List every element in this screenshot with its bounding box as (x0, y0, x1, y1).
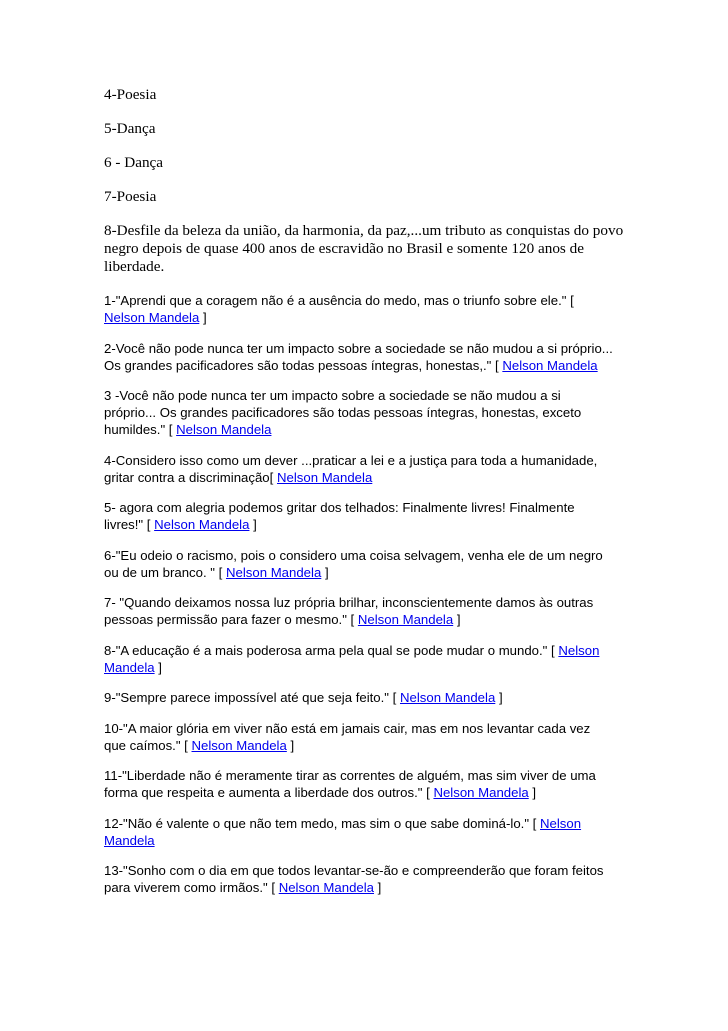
author-link[interactable]: Nelson Mandela (154, 517, 250, 532)
author-link[interactable]: Nelson Mandela (225, 564, 322, 580)
quote-suffix: ] (453, 612, 461, 627)
author-link[interactable]: Nelson Mandela (433, 785, 529, 800)
quote-paragraph (104, 689, 632, 706)
quote-paragraph (104, 547, 632, 581)
quote-suffix: ] (374, 880, 382, 895)
author-link[interactable]: Nelson Mandela (104, 642, 600, 675)
author-link[interactable]: Nelson Mandela (104, 310, 200, 325)
quote-suffix: ] (321, 564, 329, 580)
quote-suffix: ] (528, 785, 537, 800)
quote-text: 8-"A educação é a mais poderosa arma pela qual se pode mudar o mundo." [ (104, 642, 559, 658)
quote-paragraph (104, 594, 632, 628)
quote-text: 13-"Sonho com o dia em que todos levantar-se-ão e compreenderão que foram feitos para viverem como irmãos." [ (104, 863, 604, 895)
quote-paragraph (104, 292, 632, 326)
quote-paragraph (104, 499, 632, 533)
author-link[interactable]: Nelson Mandela (399, 690, 496, 705)
quote-text: 6-"Eu odeio o racismo, pois o considero uma coisa selvagem, venha ele de um negro ou de um branco. " [ (104, 547, 603, 580)
author-link[interactable]: Nelson Mandela (104, 815, 582, 848)
quote-text: 11-"Liberdade não é meramente tirar as correntes de alguém, mas sim viver de uma forma que respeita e aumenta a liberdade dos outros." [ (104, 768, 596, 800)
quote-suffix: ] (199, 310, 207, 325)
quote-text: 3 -Você não pode nunca ter um impacto sobre a sociedade se não mudou a si próprio... Os grandes pacificadores são todas pessoas íntegras, honestas, exceto humildes." [ (104, 388, 582, 437)
quote-suffix: ] (154, 659, 162, 675)
quote-text: 4-Considero isso como um dever ...praticar a lei e a justiça para toda a humanidade, gritar contra a discriminação[ (104, 452, 598, 485)
author-link[interactable]: Nelson Mandela (191, 737, 287, 753)
author-link[interactable]: Nelson Mandela (357, 612, 454, 627)
quote-paragraph (104, 767, 632, 801)
quote-paragraph (104, 815, 632, 849)
quote-text: 9-"Sempre parece impossível até que seja feito." [ (104, 690, 400, 705)
program-item: 7-Poesia (104, 188, 157, 205)
quote-paragraph (104, 642, 632, 676)
program-item: 5-Dança (104, 120, 156, 137)
program-item: 8-Desfile da beleza da união, da harmonia, da paz,...um tributo as conquistas do povo negro depois de quase 400 anos de escravidão no Brasil e somente 120 anos de liberdade. (104, 222, 624, 275)
quote-suffix: ] (286, 737, 295, 753)
quote-paragraph (104, 340, 632, 374)
quote-paragraph (104, 387, 632, 438)
quote-paragraph (104, 720, 632, 754)
quote-suffix: ] (249, 517, 257, 532)
quote-text: 5- agora com alegria podemos gritar dos telhados: Finalmente livres! Finalmente livres!" [ (104, 500, 575, 532)
program-item: 4-Poesia (104, 86, 157, 103)
document-page (104, 86, 632, 910)
quote-paragraph (104, 862, 632, 896)
quote-text: 1-"Aprendi que a coragem não é a ausência do medo, mas o triunfo sobre ele." [ (104, 293, 574, 308)
author-link[interactable]: Nelson Mandela (276, 469, 373, 485)
quote-paragraph (104, 452, 632, 486)
author-link[interactable]: Nelson Mandela (502, 357, 598, 373)
author-link[interactable]: Nelson Mandela (278, 880, 375, 895)
author-link[interactable]: Nelson Mandela (176, 422, 272, 437)
quote-text: 12-"Não é valente o que não tem medo, mas sim o que sabe dominá-lo." [ (104, 815, 540, 831)
program-item: 6 - Dança (104, 154, 164, 171)
quote-text: 7- "Quando deixamos nossa luz própria brilhar, inconscientemente damos às outras pessoas permissão para fazer o mesmo." [ (104, 595, 594, 627)
quote-text: 10-"A maior glória em viver não está em jamais cair, mas em nos levantar cada vez que caímos." [ (104, 720, 591, 753)
quote-text: 2-Você não pode nunca ter um impacto sobre a sociedade se não mudou a si próprio... Os grandes pacificadores são todas pessoas íntegras, honestas,." [ (104, 340, 613, 373)
quote-suffix: ] (495, 690, 503, 705)
